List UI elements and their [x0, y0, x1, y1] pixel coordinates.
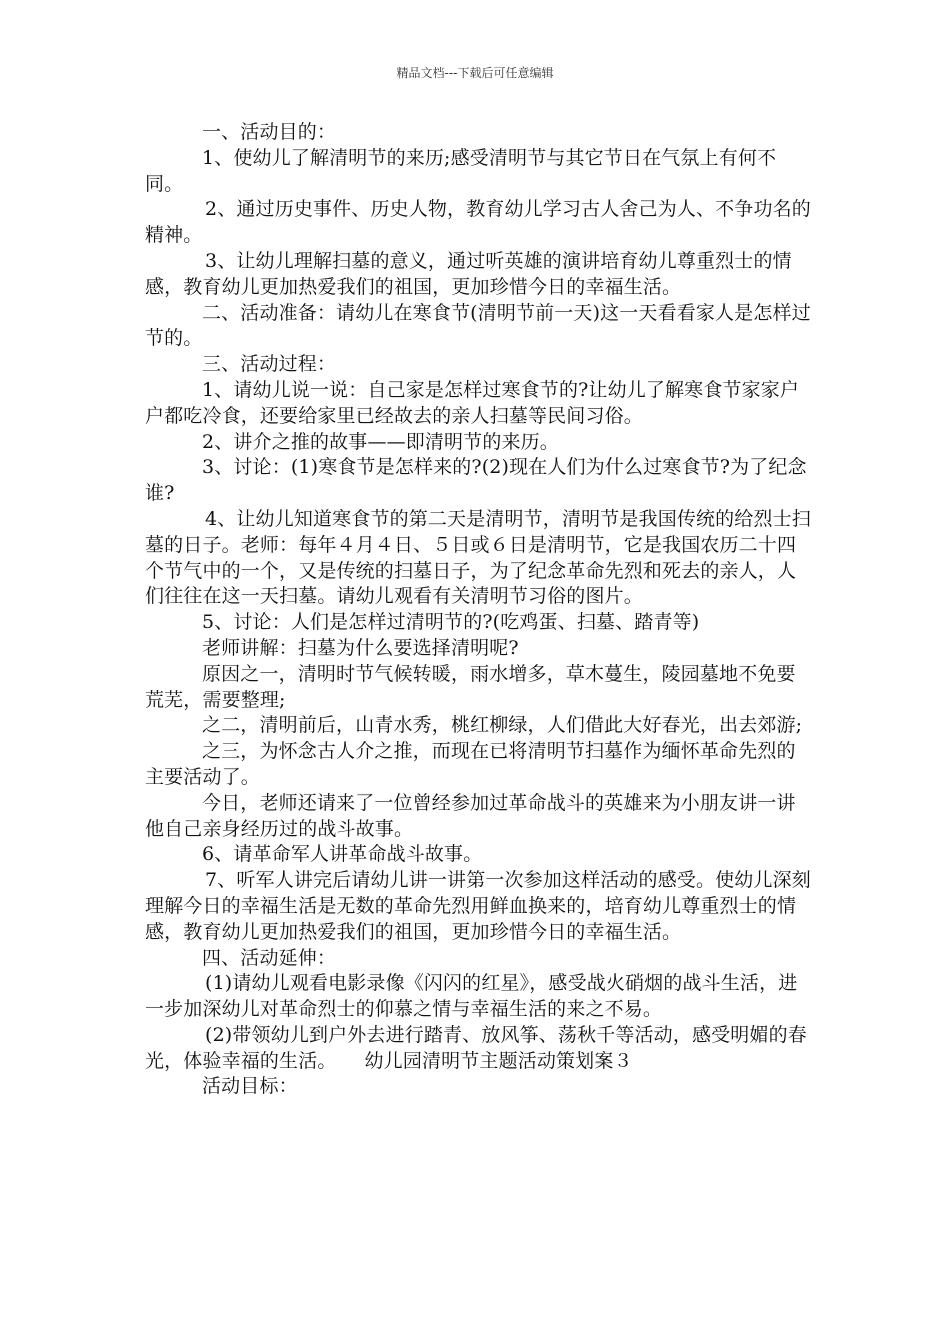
paragraph-process-4: 4、让幼儿知道寒食节的第二天是清明节，清明节是我国传统的给烈士扫墓的日子。老师：每年４月４日、５日或６日是清明节，它是我国农历二十四个节气中的一个，又是传统的扫墓日子，为了纪念革命先烈和死去的亲人，人们往往在这一天扫墓。请幼儿观看有关清明节习俗的图片。 — [145, 507, 811, 608]
page-header: 精品文档---下载后可任意编辑 — [396, 66, 554, 80]
paragraph-goal-3: 3、让幼儿理解扫墓的意义，通过听英雄的演讲培育幼儿尊重烈士的情感，教育幼儿更加热爱我们的祖国，更加珍惜今日的幸福生活。 — [145, 249, 792, 298]
paragraph-process-5: 5、讨论：人们是怎样过清明节的?(吃鸡蛋、扫墓、踏青等) — [202, 611, 700, 634]
section-heading-extension: 四、活动延伸： — [202, 946, 337, 969]
paragraph-reason-2: 之二，清明前后，山青水秀，桃红柳绿，人们借此大好春光，出去郊游; — [202, 714, 803, 737]
paragraph-process-3: 3、讨论：(1)寒食节是怎样来的?(2)现在人们为什么过寒食节?为了纪念谁? — [145, 456, 807, 505]
paragraph-teacher-explains: 老师讲解：扫墓为什么要选择清明呢? — [202, 636, 519, 659]
section-heading-preparation: 二、活动准备：请幼儿在寒食节(清明节前一天)这一天看看家人是怎样过节的。 — [145, 301, 811, 350]
paragraph-goal-2: 2、通过历史事件、历史人物，教育幼儿学习古人舍己为人、不争功名的精神。 — [145, 198, 811, 247]
section-heading-process: 三、活动过程： — [202, 353, 337, 376]
paragraph-process-6: 6、请革命军人讲革命战斗故事。 — [202, 843, 483, 866]
section-heading-activity-goals: 活动目标： — [202, 1075, 298, 1098]
section-heading-goals: 一、活动目的： — [202, 121, 337, 143]
paragraph-reason-3: 之三，为怀念古人介之推，而现在已将清明节扫墓作为缅怀革命先烈的主要活动了。 — [145, 740, 796, 788]
paragraph-goal-1: 1、使幼儿了解清明节的来历;感受清明节与其它节日在气氛上有何不同。 — [145, 146, 777, 195]
document-body — [145, 120, 813, 1100]
next-plan-title: 幼儿园清明节主题活动策划案３ — [364, 1049, 633, 1072]
paragraph-extension-2 — [145, 1023, 813, 1075]
paragraph-process-1: 1、请幼儿说一说：自己家是怎样过寒食节的?让幼儿了解寒食节家家户户都吃冷食，还要给家里已经故去的亲人扫墓等民间习俗。 — [145, 378, 800, 427]
paragraph-process-7: 7、听军人讲完后请幼儿讲一讲第一次参加这样活动的感受。使幼儿深刻理解今日的幸福生活是无数的革命先烈用鲜血换来的，培育幼儿尊重烈士的情感，教育幼儿更加热爱我们的祖国，更加珍惜今日的幸福生活。 — [145, 869, 811, 943]
paragraph-process-2: 2、讲介之推的故事——即清明节的来历。 — [202, 430, 559, 453]
paragraph-reason-1: 原因之一，清明时节气候转暖，雨水增多，草木蔓生，陵园墓地不免要荒芜，需要整理; — [145, 662, 796, 711]
paragraph-extension-2-text: (2)带领幼儿到户外去进行踏青、放风筝、荡秋千等活动，感受明媚的春光，体验幸福的生活。 — [145, 1023, 807, 1072]
paragraph-today: 今日，老师还请来了一位曾经参加过革命战斗的英雄来为小朋友讲一讲他自己亲身经历过的战斗故事。 — [145, 791, 796, 840]
paragraph-extension-1: (1)请幼儿观看电影录像《闪闪的红星》，感受战火硝烟的战斗生活，进一步加深幼儿对革命烈士的仰慕之情与幸福生活的来之不易。 — [145, 972, 798, 1021]
